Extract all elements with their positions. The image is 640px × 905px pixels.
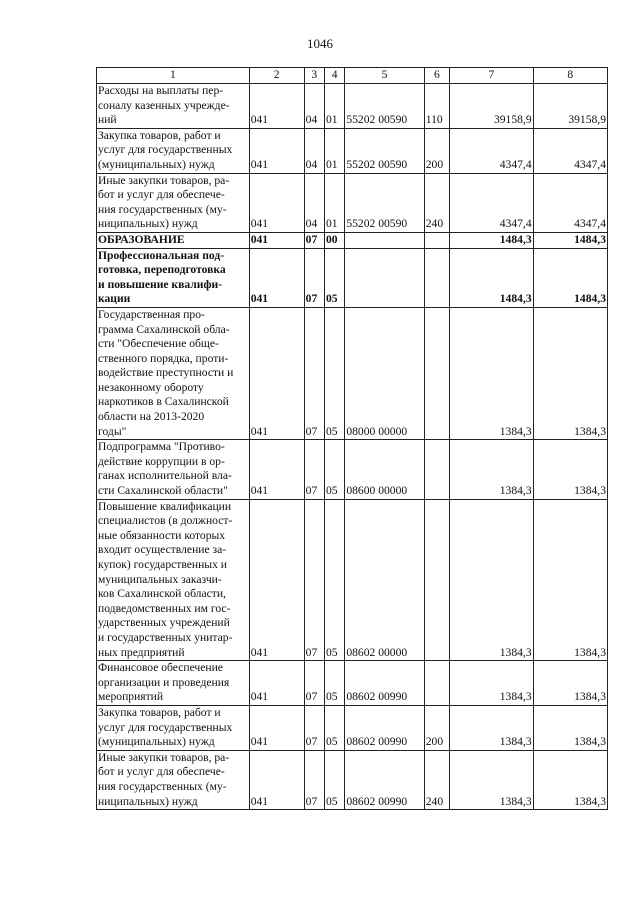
- row-ved-cell: 041: [249, 661, 304, 706]
- row-expense-type-cell: 240: [424, 173, 449, 232]
- row-amount-col8-cell: 1484,3: [533, 248, 607, 307]
- row-ved-cell: 041: [249, 750, 304, 809]
- row-name-cell: Финансовое обеспечение организации и проведения мероприятий: [97, 661, 250, 706]
- row-name-cell: Закупка товаров, работ и услуг для государственных (муниципальных) нужд: [97, 128, 250, 173]
- row-amount-col8-cell: 1384,3: [533, 750, 607, 809]
- page-number: 1046: [307, 36, 333, 51]
- row-ved-cell: 041: [249, 173, 304, 232]
- row-section-cell: 07: [304, 499, 324, 661]
- row-target-article-cell: 08602 00990: [345, 750, 424, 809]
- row-amount-col7-cell: 1384,3: [450, 307, 533, 439]
- row-name-cell: Иные закупки товаров, ра- бот и услуг для обеспече- ния государственных (му- ниципальных) нужд: [97, 750, 250, 809]
- row-amount-col7-cell: 4347,4: [450, 128, 533, 173]
- row-target-article-cell: 08602 00000: [345, 499, 424, 661]
- row-amount-col8-cell: 4347,4: [533, 173, 607, 232]
- row-amount-col7-cell: 1384,3: [450, 499, 533, 661]
- row-amount-col8-cell: 1384,3: [533, 499, 607, 661]
- row-name-cell: Закупка товаров, работ и услуг для государственных (муниципальных) нужд: [97, 705, 250, 750]
- table-row: [97, 440, 608, 499]
- row-amount-col8-cell: 4347,4: [533, 128, 607, 173]
- row-name-cell: Расходы на выплаты пер- соналу казенных учрежде- ний: [97, 84, 250, 129]
- row-ved-cell: 041: [249, 705, 304, 750]
- row-expense-type-cell: [424, 440, 449, 499]
- column-header: 6: [424, 68, 449, 84]
- row-expense-type-cell: [424, 307, 449, 439]
- row-name-cell: Государственная про- грамма Сахалинской обла- сти "Обеспечение обще- ственного порядка, проти- водействие преступности и незаконному обороту наркотиков в Сахалинской области на 2013-2020 годы": [97, 307, 250, 439]
- row-name-cell: Подпрограмма "Противо- действие коррупции в ор- ганах исполнительной вла- сти Сахалинской области": [97, 440, 250, 499]
- row-ved-cell: 041: [249, 499, 304, 661]
- row-amount-col8-cell: 1384,3: [533, 705, 607, 750]
- row-name-cell: Повышение квалификации специалистов (в должност- ные обязанности которых входит осуществление за- купок) государственных и муниципальных заказчи- ков Сахалинской области, подведомственных им гос- ударственных учреждений и государственных унитар- ных предприятий: [97, 499, 250, 661]
- row-target-article-cell: 08602 00990: [345, 705, 424, 750]
- row-ved-cell: 041: [249, 128, 304, 173]
- budget-table: [96, 67, 608, 810]
- row-amount-col7-cell: 1384,3: [450, 661, 533, 706]
- row-expense-type-cell: 200: [424, 128, 449, 173]
- row-name-cell: Иные закупки товаров, ра- бот и услуг для обеспече- ния государственных (му- ниципальных) нужд: [97, 173, 250, 232]
- row-section-cell: 07: [304, 705, 324, 750]
- row-section-cell: 07: [304, 232, 324, 248]
- row-name-cell: ОБРАЗОВАНИЕ: [97, 232, 250, 248]
- row-section-cell: 04: [304, 173, 324, 232]
- column-header: 8: [533, 68, 607, 84]
- row-section-cell: 07: [304, 750, 324, 809]
- row-expense-type-cell: [424, 661, 449, 706]
- table-row: [97, 750, 608, 809]
- row-target-article-cell: 08600 00000: [345, 440, 424, 499]
- row-section-cell: 07: [304, 661, 324, 706]
- table-row: [97, 232, 608, 248]
- row-subsection-cell: 05: [324, 705, 344, 750]
- row-target-article-cell: 55202 00590: [345, 84, 424, 129]
- row-subsection-cell: 05: [324, 248, 344, 307]
- row-target-article-cell: [345, 232, 424, 248]
- row-ved-cell: 041: [249, 307, 304, 439]
- row-amount-col7-cell: 1484,3: [450, 232, 533, 248]
- row-target-article-cell: 55202 00590: [345, 128, 424, 173]
- column-header: 4: [324, 68, 344, 84]
- row-amount-col7-cell: 1384,3: [450, 750, 533, 809]
- row-subsection-cell: 05: [324, 307, 344, 439]
- column-header: 5: [345, 68, 424, 84]
- row-subsection-cell: 01: [324, 173, 344, 232]
- table-row: [97, 173, 608, 232]
- column-header: 2: [249, 68, 304, 84]
- table-row: [97, 307, 608, 439]
- row-target-article-cell: [345, 248, 424, 307]
- table-row: [97, 661, 608, 706]
- row-expense-type-cell: [424, 232, 449, 248]
- row-expense-type-cell: 240: [424, 750, 449, 809]
- row-subsection-cell: 01: [324, 84, 344, 129]
- row-ved-cell: 041: [249, 440, 304, 499]
- row-amount-col8-cell: 39158,9: [533, 84, 607, 129]
- row-target-article-cell: 08602 00990: [345, 661, 424, 706]
- row-amount-col7-cell: 39158,9: [450, 84, 533, 129]
- row-expense-type-cell: 110: [424, 84, 449, 129]
- row-amount-col7-cell: 1484,3: [450, 248, 533, 307]
- row-ved-cell: 041: [249, 232, 304, 248]
- row-amount-col7-cell: 1384,3: [450, 440, 533, 499]
- row-ved-cell: 041: [249, 248, 304, 307]
- table-row: [97, 128, 608, 173]
- row-name-cell: Профессиональная под- готовка, переподготовка и повышение квалифи- кации: [97, 248, 250, 307]
- row-expense-type-cell: [424, 499, 449, 661]
- row-section-cell: 07: [304, 440, 324, 499]
- row-section-cell: 07: [304, 307, 324, 439]
- row-amount-col8-cell: 1384,3: [533, 307, 607, 439]
- row-amount-col8-cell: 1384,3: [533, 440, 607, 499]
- table-row: [97, 84, 608, 129]
- row-section-cell: 04: [304, 128, 324, 173]
- column-header: 3: [304, 68, 324, 84]
- table-row: [97, 499, 608, 661]
- row-target-article-cell: 55202 00590: [345, 173, 424, 232]
- row-subsection-cell: 05: [324, 750, 344, 809]
- row-expense-type-cell: 200: [424, 705, 449, 750]
- row-ved-cell: 041: [249, 84, 304, 129]
- table-row: [97, 248, 608, 307]
- row-section-cell: 07: [304, 248, 324, 307]
- row-target-article-cell: 08000 00000: [345, 307, 424, 439]
- row-expense-type-cell: [424, 248, 449, 307]
- row-subsection-cell: 00: [324, 232, 344, 248]
- column-header: 1: [97, 68, 250, 84]
- column-header: 7: [450, 68, 533, 84]
- row-amount-col8-cell: 1384,3: [533, 661, 607, 706]
- row-subsection-cell: 05: [324, 499, 344, 661]
- row-amount-col7-cell: 4347,4: [450, 173, 533, 232]
- row-subsection-cell: 05: [324, 440, 344, 499]
- row-subsection-cell: 05: [324, 661, 344, 706]
- row-subsection-cell: 01: [324, 128, 344, 173]
- row-amount-col8-cell: 1484,3: [533, 232, 607, 248]
- row-amount-col7-cell: 1384,3: [450, 705, 533, 750]
- table-header-row: [97, 68, 608, 84]
- row-section-cell: 04: [304, 84, 324, 129]
- table-row: [97, 705, 608, 750]
